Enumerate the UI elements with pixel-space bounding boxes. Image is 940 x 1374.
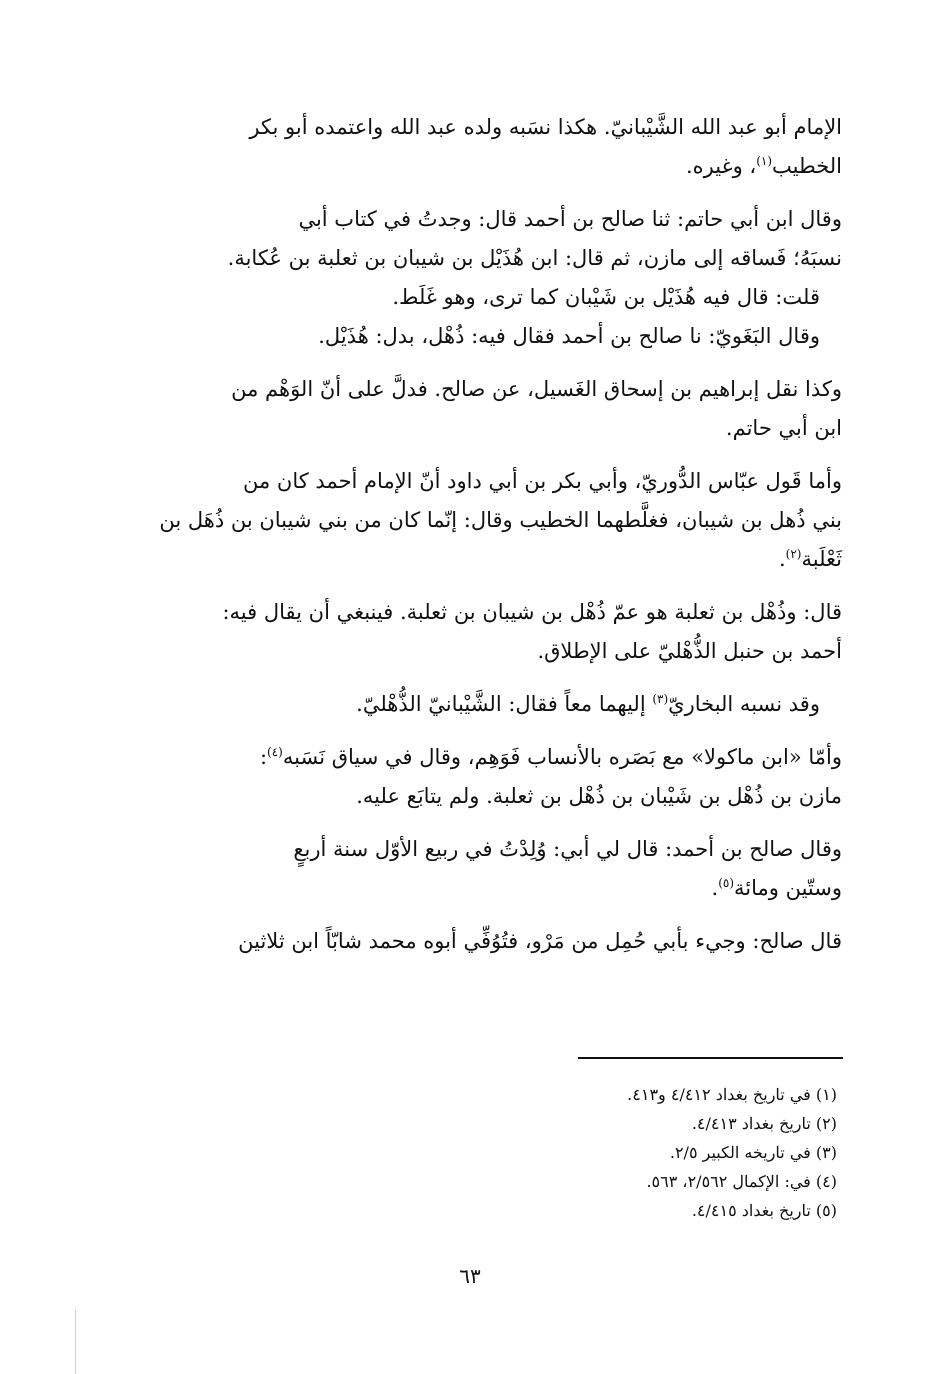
line-text-tail: . — [711, 876, 719, 900]
line-text: قلت: قال فيه هُذَيْل بن شَيْبان كما ترى، وهو غَلَط. — [392, 285, 820, 309]
line-text: بني ذُهل بن شيبان، فغلَّطهما الخطيب وقال: إنّما كان من بني شيبان بن ذُهَل بن — [159, 508, 842, 532]
line-text: ثَعْلَبة — [801, 547, 842, 571]
margin-mark — [75, 1310, 76, 1374]
line-text: الخطيب — [772, 154, 842, 178]
paragraph — [120, 922, 842, 961]
footnote-separator — [578, 1057, 843, 1059]
paragraph — [120, 108, 842, 186]
footnote-marker: (٢) — [785, 547, 802, 561]
text-line — [120, 540, 842, 579]
footnote: (٥) تاريخ بغداد ٤/٤١٥. — [691, 1201, 837, 1220]
text-line — [120, 738, 842, 777]
text-line — [120, 922, 842, 961]
line-text: وكذا نقل إبراهيم بن إسحاق الغَسيل، عن صالح. فدلَّ على أنّ الوَهْم من — [231, 377, 842, 401]
line-text: مازن بن ذُهْل بن شَيْبان بن ذُهْل بن ثعلبة. ولم يتابَع عليه. — [356, 784, 842, 808]
footnote: (١) في تاريخ بغداد ٤/٤١٢ و٤١٣. — [627, 1085, 837, 1104]
line-text: وقال ابن أبي حاتم: ثنا صالح بن أحمد قال: وجدتُ في كتاب أبي — [298, 207, 842, 231]
line-text: وأمّا «ابن ماكولا» مع بَصَره بالأنساب فَوَهِم، وقال في سياق نَسَبه — [282, 745, 842, 769]
line-text-tail: ، وغيره. — [686, 154, 757, 178]
paragraph — [120, 370, 842, 448]
footnote: (٣) في تاريخه الكبير ٢/٥. — [669, 1143, 837, 1162]
paragraph — [120, 738, 842, 816]
line-text-tail: . — [778, 547, 786, 571]
line-text: وستّين ومائة — [734, 876, 842, 900]
text-line — [120, 593, 842, 632]
text-line — [120, 409, 842, 448]
line-text: الإمام أبو عبد الله الشَّيْبانيّ. هكذا نسَبه ولده عبد الله واعتمده أبو بكر — [249, 115, 842, 139]
footnote-marker: (٤) — [267, 745, 283, 759]
line-text: وقد نسبه البخاريّ — [668, 692, 820, 716]
footnote: (٢) تاريخ بغداد ٤/٤١٣. — [691, 1114, 837, 1133]
text-line — [120, 239, 842, 278]
text-line — [120, 869, 842, 908]
text-line — [120, 632, 842, 671]
line-text: ابن أبي حاتم. — [725, 416, 842, 440]
text-line — [120, 830, 842, 869]
text-line — [120, 108, 842, 147]
text-line — [120, 462, 842, 501]
paragraph — [120, 830, 842, 908]
paragraph — [120, 593, 842, 671]
footnote: (٤) في: الإكمال ٢/٥٦٢، ٥٦٣. — [646, 1172, 837, 1191]
line-text: وأما قَول عبّاس الدُّوريّ، وأبي بكر بن أبي داود أنّ الإمام أحمد كان من — [243, 469, 842, 493]
line-text: وقال البَغَويّ: نا صالح بن أحمد فقال فيه: ذُهْل، بدل: هُذَيْل. — [318, 324, 820, 348]
footnote-marker: (٥) — [718, 876, 735, 890]
text-line — [120, 317, 842, 356]
line-text-tail: إليهما معاً فقال: الشَّيْبانيّ الذُّهْليّ. — [356, 692, 653, 716]
paragraph — [120, 685, 842, 724]
line-text: أحمد بن حنبل الذُّهْليّ على الإطلاق. — [537, 639, 842, 663]
line-text: قال صالح: وجيء بأبي حُمِل من مَرْو، فتُوُفِّي أبوه محمد شابّاً ابن ثلاثين — [238, 929, 842, 953]
line-text: قال: وذُهْل بن ثعلبة هو عمّ ذُهْل بن شيبان بن ثعلبة. فينبغي أن يقال فيه: — [222, 600, 842, 624]
text-line — [120, 685, 842, 724]
text-line — [120, 777, 842, 816]
footnote-marker: (١) — [756, 154, 773, 168]
line-text-tail: : — [259, 745, 268, 769]
text-line — [120, 147, 842, 186]
page-number: ٦٣ — [459, 1264, 481, 1288]
text-line — [120, 370, 842, 409]
line-text: نسبَهُ؛ فَساقه إلى مازن، ثم قال: ابن هُذَيْل بن شيبان بن ثعلبة بن عُكابة. — [227, 246, 842, 270]
text-line — [120, 501, 842, 540]
line-text: وقال صالح بن أحمد: قال لي أبي: وُلِدْتُ في ربيع الأوّل سنة أربعٍ — [293, 837, 842, 861]
paragraph — [120, 462, 842, 579]
paragraph — [120, 200, 842, 356]
text-line — [120, 278, 842, 317]
main-text — [120, 108, 842, 975]
text-line — [120, 200, 842, 239]
footnote-marker: (٣) — [652, 692, 669, 706]
footnotes — [300, 1080, 837, 1225]
